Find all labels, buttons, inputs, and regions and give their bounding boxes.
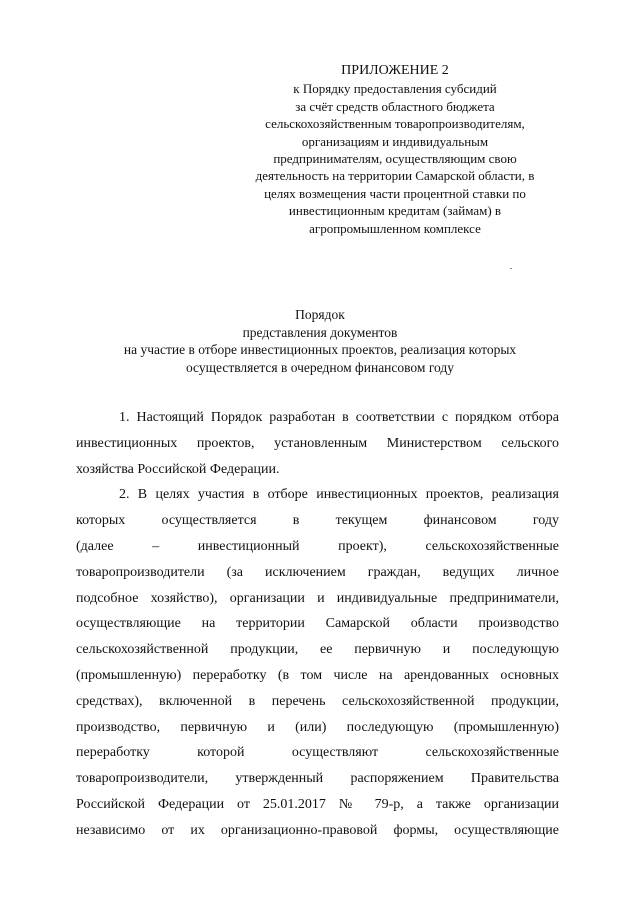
paragraph-line: 1. Настоящий Порядок разработан в соответствии с порядком отбора — [119, 410, 559, 425]
title-line: представления документов — [242, 324, 398, 340]
paragraph-2 — [76, 482, 559, 843]
scan-speck — [510, 268, 512, 269]
appendix-line: агропромышленном комплексе — [309, 220, 481, 236]
appendix-line: целях возмещения части процентной ставки по — [264, 185, 526, 201]
paragraph-1 — [76, 405, 559, 482]
paragraph-line: 2. В целях участия в отборе инвестиционных проектов, реализация — [119, 487, 559, 503]
title-line: осуществляется в очередном финансовом году — [185, 359, 455, 375]
paragraph-line: товаропроизводители, утвержденный распоряжением Правительства — [76, 771, 559, 787]
paragraph-line: сельскохозяйственной продукции, ее первичную и последующую — [76, 642, 559, 658]
appendix-line: инвестиционным кредитам (займам) в — [288, 203, 502, 219]
appendix-line: сельскохозяйственным товаропроизводителям, — [265, 116, 525, 132]
document-body — [76, 405, 559, 844]
appendix-line: к Порядку предоставления субсидий — [293, 81, 497, 97]
paragraph-line: инвестиционных проектов, установленным Министерством сельского — [76, 435, 559, 451]
appendix-block — [230, 62, 560, 237]
paragraph-line: средствах), включенной в перечень сельскохозяйственной продукции, — [76, 693, 559, 709]
paragraph-line: независимо от их организационно-правовой формы, осуществляющие — [76, 822, 559, 838]
paragraph-line: (промышленную) переработку (в том числе на арендованных основных — [76, 667, 559, 683]
paragraph-line: хозяйства Российской Федерации. — [76, 461, 280, 477]
title-line: на участие в отборе инвестиционных проектов, реализация которых — [123, 342, 517, 357]
appendix-heading: ПРИЛОЖЕНИЕ 2 — [341, 63, 449, 78]
paragraph-line: переработку которой осуществляют сельскохозяйственные — [76, 745, 559, 761]
paragraph-line: подсобное хозяйство), организации и индивидуальные предприниматели, — [76, 590, 559, 606]
appendix-line: организациям и индивидуальным — [301, 133, 489, 149]
appendix-line: предпринимателям, осуществляющим свою — [273, 151, 517, 167]
paragraph-line: производство, первичную и (или) последующую (промышленную) — [76, 719, 559, 735]
title-line: Порядок — [295, 307, 345, 322]
paragraph-line: которых осуществляется в текущем финансовом году — [76, 513, 559, 529]
paragraph-line: (далее – инвестиционный проект), сельскохозяйственные — [76, 538, 559, 554]
appendix-line: за счёт средств областного бюджета — [295, 98, 495, 114]
paragraph-line: товаропроизводители (за исключением граждан, ведущих личное — [76, 564, 559, 580]
paragraph-line: Российской Федерации от 25.01.2017 № 79-р, а также организации — [76, 796, 559, 812]
paragraph-line: осуществляющие на территории Самарской области производство — [76, 616, 559, 632]
document-title — [60, 306, 580, 376]
appendix-line: деятельность на территории Самарской области, в — [255, 168, 535, 184]
